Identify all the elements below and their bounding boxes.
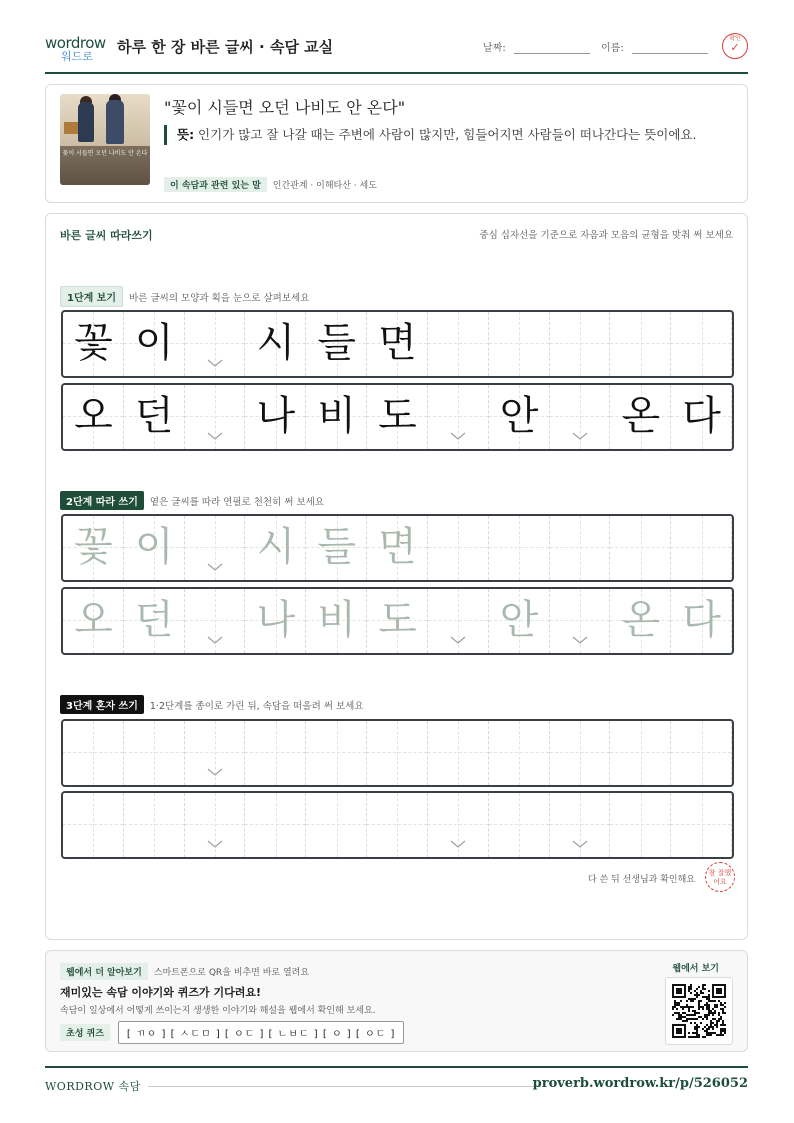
grid-cell bbox=[671, 312, 732, 376]
proverb-title: "꽃이 시들면 오던 나비도 안 온다" bbox=[164, 98, 406, 117]
grid-cell bbox=[63, 589, 124, 653]
proverb-meaning: 뜻: 인기가 많고 잘 나갈 때는 주변에 사람이 많지만, 힘들어지면 사람들이 떠나간다는 뜻이에요. bbox=[164, 125, 724, 145]
grid-cell[interactable] bbox=[124, 793, 185, 857]
step2-row-1[interactable] bbox=[61, 514, 734, 582]
grid-cell bbox=[610, 516, 671, 580]
step1-label: 1단계 보기 바른 글씨의 모양과 획을 눈으로 살펴보세요 bbox=[60, 286, 309, 307]
qr-code[interactable] bbox=[665, 977, 733, 1045]
grid-cell[interactable] bbox=[550, 721, 611, 785]
wordrow-logo: wordrow bbox=[45, 34, 106, 52]
grid-cell bbox=[63, 516, 124, 580]
done-note: 다 쓴 뒤 선생님과 확인해요 bbox=[587, 875, 695, 885]
guide-character: 비 bbox=[317, 393, 356, 439]
web-tag: 웹에서 더 알아보기 스마트폰으로 QR을 비추면 바로 열려요 bbox=[60, 963, 309, 980]
footer-brand: WORDROW 속담 bbox=[45, 1080, 141, 1093]
guide-character: 면 bbox=[378, 524, 417, 570]
proverb-card bbox=[45, 84, 748, 203]
grid-cell[interactable] bbox=[306, 793, 367, 857]
grid-cell[interactable] bbox=[124, 721, 185, 785]
space-mark-icon bbox=[450, 431, 466, 441]
step3-row-2[interactable] bbox=[61, 791, 734, 859]
guide-character: 안 bbox=[499, 597, 539, 643]
step1-row-2 bbox=[61, 383, 734, 451]
guide-character: 오 bbox=[74, 393, 113, 439]
grid-cell bbox=[245, 385, 306, 449]
grid-cell bbox=[671, 589, 732, 653]
grid-cell[interactable] bbox=[63, 721, 124, 785]
grid-cell[interactable] bbox=[306, 721, 367, 785]
space-mark-icon bbox=[450, 635, 466, 645]
grid-cell bbox=[245, 516, 306, 580]
grid-cell[interactable] bbox=[671, 793, 732, 857]
space-mark-icon bbox=[572, 635, 588, 645]
guide-character: 이 bbox=[134, 524, 174, 570]
grid-cell bbox=[489, 312, 550, 376]
web-headline: 재미있는 속담 이야기와 퀴즈가 기다려요! bbox=[60, 986, 261, 999]
check-stamp-icon: 확인 ✓ bbox=[722, 33, 748, 59]
space-mark-icon bbox=[572, 431, 588, 441]
related-words: 이 속담과 관련 있는 말 인간관계 · 이해타산 · 세도 bbox=[164, 177, 377, 192]
grid-cell bbox=[367, 312, 428, 376]
guide-character: 나 bbox=[256, 597, 296, 643]
grid-cell bbox=[671, 516, 732, 580]
grid-cell bbox=[306, 516, 367, 580]
guide-character: 나 bbox=[256, 393, 296, 439]
guide-character: 비 bbox=[317, 597, 356, 643]
grid-cell bbox=[550, 516, 611, 580]
guide-character: 안 bbox=[499, 393, 539, 439]
step1-row-1 bbox=[61, 310, 734, 378]
grid-cell bbox=[610, 312, 671, 376]
grid-cell bbox=[245, 312, 306, 376]
grid-cell[interactable] bbox=[489, 793, 550, 857]
page-title: 하루 한 장 바른 글씨 · 속담 교실 bbox=[117, 38, 334, 56]
grid-cell bbox=[367, 385, 428, 449]
grid-cell bbox=[367, 589, 428, 653]
grid-cell[interactable] bbox=[610, 721, 671, 785]
grid-cell bbox=[367, 516, 428, 580]
step2-label: 2단계 따라 쓰기 옅은 글씨를 따라 연필로 천천히 써 보세요 bbox=[60, 491, 324, 510]
proverb-illustration bbox=[60, 94, 150, 185]
guide-character: 들 bbox=[317, 320, 356, 366]
grid-cell bbox=[124, 589, 185, 653]
practice-title: 바른 글씨 따라쓰기 bbox=[60, 229, 153, 242]
guide-character: 던 bbox=[134, 393, 174, 439]
grid-cell[interactable] bbox=[489, 721, 550, 785]
footer-url[interactable]: proverb.wordrow.kr/p/526052 bbox=[532, 1076, 748, 1091]
writing-practice-section bbox=[45, 213, 748, 940]
guide-character: 꽃 bbox=[74, 524, 113, 570]
quiz-answer-box: [ ㄲㅇ ] [ ㅅㄷㅁ ] [ ㅇㄷ ] [ ㄴㅂㄷ ] [ ㅇ ] [ ㅇㄷ ] bbox=[118, 1021, 404, 1044]
grid-cell bbox=[610, 385, 671, 449]
web-subtext: 속담이 일상에서 어떻게 쓰이는지 생생한 이야기와 해설을 웹에서 확인해 보세요. bbox=[60, 1006, 376, 1016]
grid-cell[interactable] bbox=[428, 721, 489, 785]
guide-character: 온 bbox=[621, 597, 661, 643]
grid-cell bbox=[428, 312, 489, 376]
space-mark-icon bbox=[207, 431, 223, 441]
grid-cell bbox=[489, 589, 550, 653]
name-field[interactable]: 이름: bbox=[601, 39, 708, 54]
guide-character: 도 bbox=[378, 597, 417, 643]
grid-cell bbox=[63, 385, 124, 449]
guide-character: 도 bbox=[378, 393, 417, 439]
grid-cell[interactable] bbox=[367, 721, 428, 785]
guide-character: 다 bbox=[682, 393, 721, 439]
page-footer bbox=[45, 1066, 748, 1102]
step3-row-1[interactable] bbox=[61, 719, 734, 787]
step2-row-2[interactable] bbox=[61, 587, 734, 655]
grid-cell bbox=[306, 589, 367, 653]
page-header bbox=[45, 30, 748, 74]
grid-cell[interactable] bbox=[245, 793, 306, 857]
grid-cell bbox=[124, 516, 185, 580]
space-mark-icon bbox=[450, 839, 466, 849]
guide-character: 다 bbox=[682, 597, 721, 643]
chosung-quiz: 초성 퀴즈 [ ㄲㅇ ] [ ㅅㄷㅁ ] [ ㅇㄷ ] [ ㄴㅂㄷ ] [ ㅇ ] [ ㅇㄷ ] bbox=[60, 1021, 404, 1044]
space-mark-icon bbox=[207, 839, 223, 849]
guide-character: 면 bbox=[378, 320, 417, 366]
guide-character: 이 bbox=[134, 320, 174, 366]
space-mark-icon bbox=[207, 635, 223, 645]
grid-cell[interactable] bbox=[63, 793, 124, 857]
date-field[interactable]: 날짜: bbox=[483, 39, 590, 54]
grid-cell bbox=[306, 312, 367, 376]
grid-cell bbox=[124, 312, 185, 376]
guide-character: 온 bbox=[621, 393, 661, 439]
illustration-caption: 꽃이 시들면 오던 나비도 안 온다 bbox=[60, 146, 150, 185]
guide-character: 시 bbox=[256, 524, 296, 570]
grid-cell bbox=[489, 516, 550, 580]
grid-cell bbox=[306, 385, 367, 449]
grid-cell bbox=[550, 312, 611, 376]
step3-label: 3단계 혼자 쓰기 1·2단계를 종이로 가린 뒤, 속담을 떠올려 써 보세요 bbox=[60, 695, 364, 714]
practice-note: 중심 십자선을 기준으로 자음과 모음의 균형을 맞춰 써 보세요 bbox=[479, 230, 733, 241]
grid-cell bbox=[428, 516, 489, 580]
space-mark-icon bbox=[207, 767, 223, 777]
logo-subtext: 워드로 bbox=[61, 50, 93, 63]
grid-cell bbox=[610, 589, 671, 653]
space-mark-icon bbox=[207, 562, 223, 572]
grid-cell[interactable] bbox=[671, 721, 732, 785]
space-mark-icon bbox=[572, 839, 588, 849]
grid-cell bbox=[489, 385, 550, 449]
web-more-section bbox=[45, 950, 748, 1052]
grid-cell bbox=[245, 589, 306, 653]
grid-cell bbox=[671, 385, 732, 449]
qr-code-icon bbox=[672, 984, 726, 1038]
space-mark-icon bbox=[207, 358, 223, 368]
grid-cell bbox=[63, 312, 124, 376]
grid-cell[interactable] bbox=[245, 721, 306, 785]
guide-character: 오 bbox=[74, 597, 113, 643]
related-tag: 이 속담과 관련 있는 말 bbox=[164, 177, 267, 192]
guide-character: 시 bbox=[256, 320, 296, 366]
guide-character: 들 bbox=[317, 524, 356, 570]
grid-cell bbox=[124, 385, 185, 449]
qr-label: 웹에서 보기 bbox=[672, 964, 719, 974]
guide-character: 던 bbox=[134, 597, 174, 643]
grid-cell[interactable] bbox=[610, 793, 671, 857]
grid-cell[interactable] bbox=[367, 793, 428, 857]
guide-character: 꽃 bbox=[74, 320, 113, 366]
teacher-stamp-icon: 참 잘했어요 bbox=[705, 862, 735, 892]
